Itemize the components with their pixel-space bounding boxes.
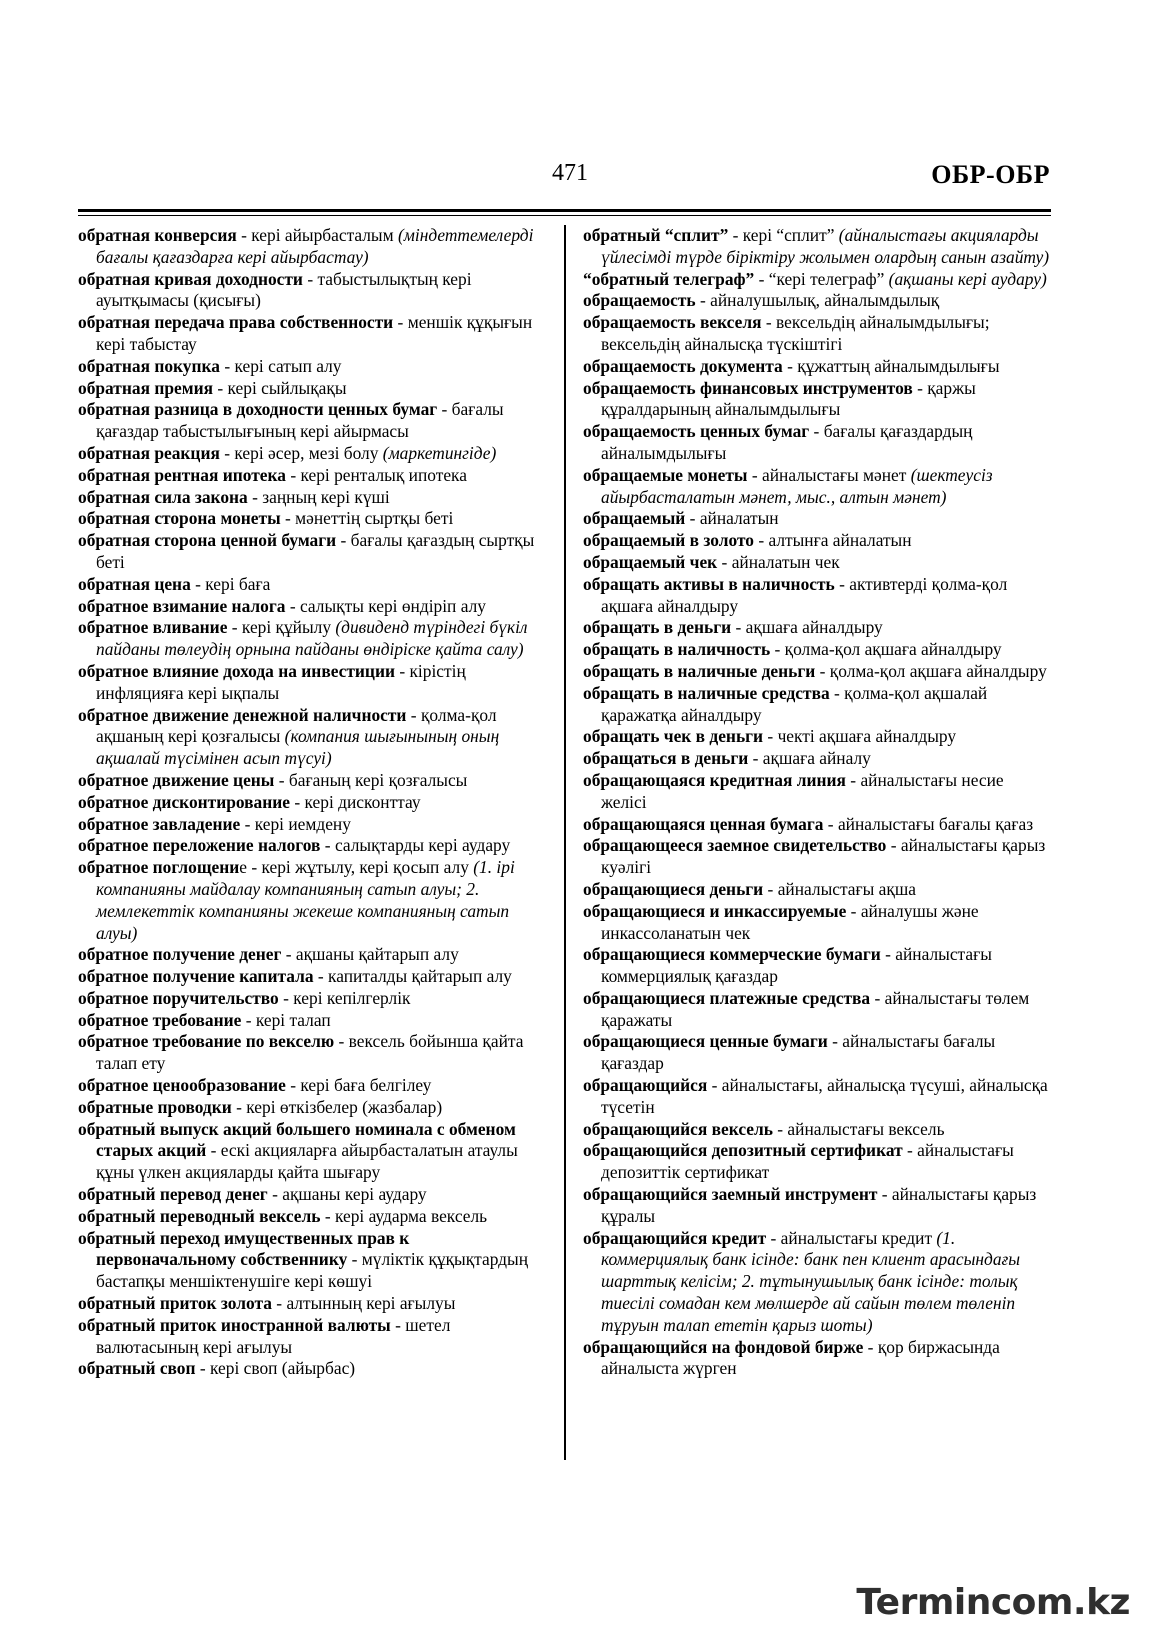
entry-definition: мәнеттің сыртқы беті [295,508,454,529]
dictionary-entry [583,1075,1053,1119]
entry-note: (компания шығынының оның ақшалай түсімінен асып түсуі) [96,726,500,769]
entry-separator: - [285,464,301,485]
entry-definition: айналыстағы бағалы қағаз [837,813,1034,834]
entry-definition: меншік құқығын кері табыстау [96,312,533,354]
entry-definition: кері кепілгерлік [293,987,411,1008]
dictionary-entry [78,399,540,443]
entry-definition: айналыстағы коммерциялық қағаздар [601,944,992,987]
entry-term: обращаемый в золото [583,530,754,551]
entry-definition: салықты кері өндіріп алу [299,595,486,616]
entry-definition: кері сатып алу [234,355,342,376]
entry-term: обратная реакция [78,442,220,463]
dictionary-entry [583,814,1053,836]
entry-definition: айналыстағы мәнет [762,464,907,485]
dictionary-entry [78,574,540,596]
entry-definition: айналыстағы ақша [777,878,916,899]
entry-separator: - [695,290,711,311]
entry-definition: кері құйылу [241,617,332,638]
entry-separator: - [863,1336,878,1357]
entry-definition: кері жұтылу, кері қосып алу [261,857,469,878]
dictionary-entry [583,835,1053,879]
entry-separator: - [285,595,300,616]
entry-definition: кері әсер, мезі болу [234,442,379,463]
entry-separator: - [763,878,778,899]
entry-definition: айналыстағы төлем қаражаты [601,987,1030,1030]
entry-term: обращаемость ценных бумаг [583,421,810,442]
entry-term: обращаемость векселя [583,312,762,333]
entry-term: обратный приток иностранной валюты [78,1314,391,1335]
entry-term: обратный своп [78,1358,196,1379]
entry-term: обращающиеся коммерческие бумаги [583,944,881,965]
dictionary-entry [78,770,540,792]
entry-definition: айналыстағы, айналысқа түсуші, айналысқа түсетін [601,1075,1048,1117]
entry-separator: - [280,508,296,529]
entry-definition: салықтарды кері аудару [334,835,511,856]
entry-definition: айналушылық, айналымдылық [710,290,940,311]
page-number: 471 [552,160,588,186]
dictionary-entry [78,1010,540,1032]
entry-separator: - [763,726,778,747]
dictionary-entry [78,465,540,487]
entry-term: обращать в наличность [583,639,771,660]
entry-separator: - [240,813,255,834]
dictionary-entry [583,290,1053,312]
entry-definition: ақшаға айналдыру [745,617,883,638]
running-head: ОБР-ОБР [931,160,1050,189]
dictionary-entry [583,465,1053,509]
entry-term: обращающиеся и инкассируемые [583,900,847,921]
entry-definition: шетел валютасының кері ағылуы [96,1314,451,1357]
entry-term: обращаемость [583,290,696,311]
entry-separator: - [236,225,252,245]
entry-term: обращаться в деньги [583,748,749,769]
entry-definition: қаржы құралдарының айналымдылығы [601,377,976,420]
entry-term: обращающийся на фондовой бирже [583,1336,864,1357]
entry-note: (ақшаны кері аудару) [884,268,1047,289]
dictionary-entry [583,312,1053,356]
entry-definition: кері талап [255,1009,331,1030]
entry-definition: кері ренталық ипотека [300,464,467,485]
entry-definition: кері своп (айырбас) [210,1358,356,1379]
entry-term: обратное взимание налога [78,595,286,616]
entry-term: обратная передача права собственности [78,312,394,333]
dictionary-entry [583,988,1053,1032]
dictionary-entry [583,1228,1053,1337]
entry-definition: айналушы және инкассоланатын чек [601,900,979,943]
entry-term: обратный переход имущественных прав к первоначальному собственнику [78,1227,410,1270]
entry-term: обратная цена [78,573,191,594]
entry-term: обращающийся заемный инструмент [583,1184,878,1205]
dictionary-entry [583,617,1053,639]
dictionary-entry [583,356,1053,378]
header-rule-thick [78,209,1051,212]
dictionary-entry [583,639,1053,661]
entry-definition: бағалы қағаздың сыртқы беті [96,530,535,572]
entry-term: обращать активы в наличность [583,573,835,594]
entry-term: обратное завладение [78,813,241,834]
entry-separator: - [707,1075,722,1096]
dictionary-entry [78,269,540,313]
entry-term: обращаемость финансовых инструментов [583,377,913,398]
entry-separator: - [846,900,861,921]
dictionary-entry [78,792,540,814]
entry-term: обращающийся кредит [583,1227,767,1248]
entry-term: обратное получение денег [78,944,282,965]
entry-definition: “кері телеграф” [768,268,885,289]
entry-separator: - [754,268,769,289]
entry-definition: айналыстағы вексель [787,1118,945,1139]
dictionary-entry [78,944,540,966]
entry-separator: - [219,355,235,376]
entry-note: (дивиденд түріндегі бүкіл пайданы төлеудің орнына пайданы өндіріске қайта салу) [96,617,528,660]
entry-term: обратный выпуск акций большего номинала с обменом старых акций [78,1118,516,1161]
entry-note: (айналыстағы акцияларды үйлесімді түрде біріктіру жолымен олардың санын азайту) [601,225,1050,267]
entry-separator: - [766,1227,781,1248]
dictionary-entry [583,1031,1053,1075]
entry-definition: айналыстағы бағалы қағаздар [601,1031,996,1074]
entry-term: обратное дисконтирование [78,791,291,812]
entry-separator: - [880,944,896,965]
entry-separator: - [772,1118,788,1139]
entry-definition: кері айырбасталым [251,225,394,245]
entry-separator: - [827,1031,843,1052]
dictionary-entry [78,814,540,836]
entry-note: (міндеттемелерді бағалы қағаздарға кері айырбастау) [96,225,534,267]
entry-definition: құжаттың айналымдылығы [797,355,1000,376]
entry-separator: - [334,1031,349,1052]
dictionary-entry [78,1119,540,1184]
entry-definition: қолма-қол ақшаның кері қозғалысы [96,704,497,747]
entry-definition: табыстылықтың кері ауытқымасы (қисығы) [96,268,472,311]
entry-definition: алтынға айналатын [768,530,912,551]
entry-definition: кері иемдену [254,813,351,834]
entry-term: обратная кривая доходности [78,268,303,289]
dictionary-entry [583,1119,1053,1141]
entry-separator: - [717,551,732,572]
entry-term: обратные проводки [78,1096,232,1117]
entry-term: обратная сторона ценной бумаги [78,530,337,551]
dictionary-entry [78,378,540,400]
entry-separator: - [271,1293,287,1314]
entry-separator: - [406,704,421,725]
entry-separator: - [685,508,700,529]
dictionary-entry [583,269,1053,291]
entry-term: обратная рентная ипотека [78,464,286,485]
entry-definition: кері дисконттау [304,791,421,812]
entry-definition: ақшаға айналу [762,748,871,769]
entry-separator: - [336,530,351,551]
entry-term: обращающиеся платежные средства [583,987,871,1008]
entry-separator: - [190,573,206,594]
entry-separator: - [437,399,452,420]
entry-term: обращаемые монеты [583,464,748,485]
dictionary-entry [78,705,540,770]
entry-term: обратный “сплит” [583,225,729,245]
dictionary-entry [78,1184,540,1206]
dictionary-entry [78,312,540,356]
entry-separator: - [809,421,824,442]
entry-separator: - [285,1075,301,1096]
entry-definition: ақшаны кері аудару [282,1184,427,1205]
entry-definition: айналыстағы қарыз құралы [601,1184,1037,1226]
entry-separator: - [278,987,294,1008]
dictionary-entry [583,508,1053,530]
entry-separator: - [902,1140,918,1161]
entry-separator: - [320,835,335,856]
entry-definition: айналыстағы кредит [780,1227,933,1248]
entry-separator: - [770,639,785,660]
entry-separator: - [274,769,289,790]
entry-separator: - [219,442,235,463]
dictionary-entry [583,574,1053,618]
entry-definition: активтерді қолма-қол ақшаға айналдыру [601,573,1008,616]
entry-note: (1. ірі компанияны майдалау компанияның сатып алуы; 2. мемлекеттік компанияны жекеше компанияның сатып алуы) [96,857,515,943]
watermark-logo: Termincom.kz [856,1582,1130,1623]
entry-term: обращающаяся ценная бумага [583,813,824,834]
entry-definition: кері баға [205,573,271,594]
entry-definition: айналатын [699,508,779,529]
entry-separator: - [731,617,746,638]
dictionary-entry [78,617,540,661]
entry-term: обратное требование [78,1009,242,1030]
entry-separator: - [782,355,798,376]
dictionary-entry [78,1206,540,1228]
entry-definition: кері аударма вексель [334,1205,488,1226]
entry-separator: - [227,617,242,638]
entry-note: (шектеусіз айырбасталатын мәнет, мыс., алтын мәнет) [601,464,993,507]
entry-separator: - [834,573,850,594]
dictionary-entry [78,1075,540,1097]
entry-separator: - [290,791,305,812]
entry-term: обратное требование по векселю [78,1031,335,1052]
entry-term: обратное получение капитала [78,966,314,987]
dictionary-entry [78,1228,540,1293]
entry-separator: - [393,312,408,333]
entry-term: обращаемый чек [583,551,718,572]
entry-term: обратное поручительство [78,987,279,1008]
entry-term: обратное движение денежной наличности [78,704,407,725]
entry-definition: ақшаны қайтарып алу [295,944,459,965]
entry-definition: вексель бойынша қайта талап ету [96,1031,524,1074]
entry-term: обращать в деньги [583,617,732,638]
dictionary-entry [78,857,540,944]
dictionary-entry [583,1140,1053,1184]
entry-term: обратный переводный вексель [78,1205,321,1226]
entry-definition: айналыстағы несие желісі [601,769,1004,812]
entry-term: обратное движение цены [78,769,275,790]
entry-term: обратная сторона монеты [78,508,281,529]
entry-term: обращающийся [583,1075,708,1096]
entry-definition: кері өткізбелер (жазбалар) [246,1096,443,1117]
entry-separator: - [206,1140,221,1161]
dictionary-entry [583,770,1053,814]
entry-term: обращать в наличные деньги [583,660,816,681]
entry-definition: айналыстағы қарыз куәлігі [601,835,1046,878]
entry-term: обратный приток золота [78,1293,272,1314]
right-column [583,225,1053,1380]
dictionary-entry [78,487,540,509]
entry-definition: капиталды қайтарып алу [328,966,512,987]
entry-term: обратная сила закона [78,486,248,507]
dictionary-entry [78,1315,540,1359]
dictionary-entry [583,726,1053,748]
column-divider [564,225,566,1460]
dictionary-entry [583,421,1053,465]
header-rule-thin [78,215,1051,216]
entry-term: обращать в наличные средства [583,682,830,703]
dictionary-entry [583,530,1053,552]
entry-term: обращающаяся кредитная линия [583,769,846,790]
entry-definition: айналатын чек [731,551,840,572]
dictionary-entry [583,683,1053,727]
entry-term: обращающийся вексель [583,1118,773,1139]
entry-term: обращать чек в деньги [583,726,764,747]
entry-note: (1. коммерциялық банк ісінде: банк пен клиент арасындағы шарттық келісім; 2. тұтынушылық банк ісінде: толық тиесілі сомадан кем мөлшерде ай сайын төлем төленіп тұруын талап ететін қарыз шоты) [601,1227,1021,1335]
entry-separator: - [912,377,928,398]
dictionary-entry [78,1358,540,1380]
entry-separator: - [267,1184,283,1205]
entry-separator: - [748,748,763,769]
entry-term: обратная покупка [78,355,220,376]
dictionary-entry [583,901,1053,945]
entry-separator: - [747,464,763,485]
dictionary-entry [583,225,1053,269]
entry-definition: қолма-қол ақшаға айналдыру [829,660,1047,681]
left-column [78,225,540,1380]
dictionary-entry [583,552,1053,574]
entry-separator: - [347,1249,362,1270]
dictionary-entry [78,443,540,465]
entry-term: обратное переложение налогов [78,835,321,856]
entry-separator: е - [239,857,262,878]
entry-separator: - [886,835,901,856]
entry-separator: - [320,1205,335,1226]
dictionary-entry [583,944,1053,988]
entry-separator: - [870,987,885,1008]
entry-separator: - [829,682,845,703]
entry-definition: алтынның кері ағылуы [286,1293,456,1314]
entry-term: обратный перевод денег [78,1184,268,1205]
dictionary-entry [78,835,540,857]
entry-definition: бағалы қағаздар табыстылығының кері айырмасы [96,399,504,442]
entry-definition: айналыстағы депозиттік сертификат [601,1140,1014,1183]
dictionary-entry [78,508,540,530]
dictionary-entry [583,748,1053,770]
entry-separator: - [241,1009,256,1030]
entry-separator: - [877,1184,892,1205]
entry-definition: кері “сплит” [742,225,835,245]
dictionary-entry [78,661,540,705]
entry-separator: - [281,944,296,965]
entry-definition: бағаның кері қозғалысы [288,769,468,790]
entry-separator: - [761,312,776,333]
entry-term: обратная разница в доходности ценных бумаг [78,399,438,420]
entry-term: обратное поглощени [78,857,240,878]
dictionary-entry [78,1293,540,1315]
entry-definition: бағалы қағаздардың айналымдылығы [601,421,973,463]
dictionary-entry [78,530,540,574]
entry-definition: қолма-қол ақшаға айналдыру [784,639,1002,660]
entry-definition: қор биржасында айналыста жүрген [601,1336,1000,1379]
dictionary-entry [78,596,540,618]
dictionary-entry [583,661,1053,683]
dictionary-entry [583,1337,1053,1381]
entry-definition: вексельдің айналымдылығы; вексельдің айналысқа түскіштігі [601,312,990,354]
entry-separator: - [753,530,769,551]
entry-definition: ескі акцияларға айырбасталатын атаулы құны үлкен акцияларды қайта шығару [96,1140,518,1183]
dictionary-entry [78,1031,540,1075]
entry-separator: - [247,486,263,507]
entry-term: обращающиеся ценные бумаги [583,1031,828,1052]
dictionary-entry [78,225,540,269]
entry-term: обращающийся депозитный сертификат [583,1140,903,1161]
entry-term: “обратный телеграф” [583,268,755,289]
entry-separator: - [823,813,838,834]
dictionary-entry [583,1184,1053,1228]
entry-term: обратное вливание [78,617,228,638]
dictionary-entry [78,356,540,378]
entry-definition: кері сыйлықақы [227,377,347,398]
entry-term: обращаемость документа [583,355,783,376]
entry-separator: - [302,268,318,289]
dictionary-entry [583,879,1053,901]
dictionary-entry [78,988,540,1010]
entry-separator: - [815,660,830,681]
entry-term: обращающиеся деньги [583,878,764,899]
entry-term: обратная конверсия [78,225,237,245]
entry-separator: - [213,377,228,398]
entry-definition: чекті ақшаға айналдыру [777,726,957,747]
entry-separator: - [195,1358,211,1379]
entry-term: обращаемый [583,508,686,529]
entry-separator: - [845,769,861,790]
entry-definition: қолма-қол ақшалай қаражатқа айналдыру [601,682,988,725]
dictionary-entry [78,966,540,988]
entry-term: обратная премия [78,377,214,398]
dictionary-entry [78,1097,540,1119]
entry-term: обращающееся заемное свидетельство [583,835,887,856]
dictionary-entry [583,378,1053,422]
entry-separator: - [313,966,329,987]
entry-term: обратное влияние дохода на инвестиции [78,660,395,681]
entry-definition: заңның кері күші [262,486,390,507]
entry-definition: кірістің инфляцияға кері ықпалы [96,660,466,703]
entry-separator: - [394,660,410,681]
entry-separator: - [390,1314,406,1335]
entry-separator: - [728,225,743,245]
entry-term: обратное ценообразование [78,1075,286,1096]
entry-definition: мүліктік құқықтардың бастапқы меншіктенушіге кері көшуі [96,1249,529,1292]
entry-note: (маркетингіде) [378,442,497,463]
entry-definition: кері баға белгілеу [300,1075,432,1096]
entry-separator: - [231,1096,247,1117]
